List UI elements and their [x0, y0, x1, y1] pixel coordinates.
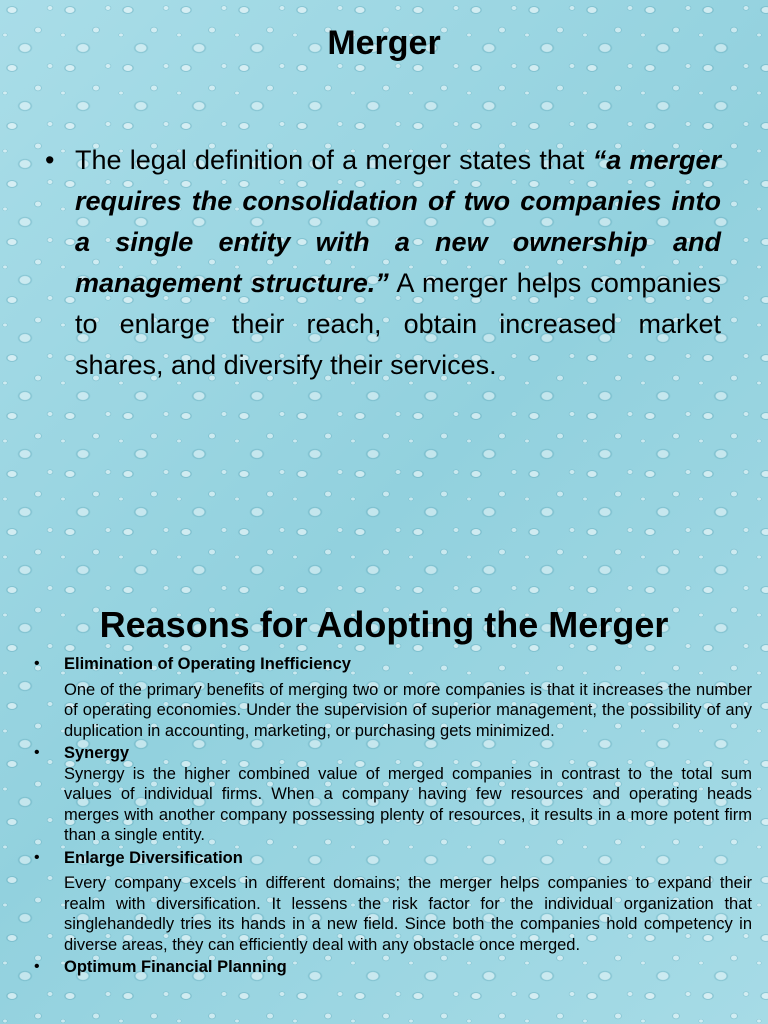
- definition-intro-text: The legal definition of a merger states that: [75, 145, 593, 175]
- reason-heading: Synergy: [64, 744, 130, 762]
- definition-rest-text: A merger helps companies to enlarge their reach, obtain increased market shares, and diversify their services.: [75, 268, 721, 380]
- section-title-reasons: Reasons for Adopting the Merger: [99, 604, 669, 645]
- bullet-marker: •: [34, 744, 40, 761]
- reasons-list: [34, 654, 752, 980]
- list-item: [34, 957, 752, 978]
- reason-heading: Enlarge Diversification: [64, 848, 243, 867]
- reason-body: One of the primary benefits of merging two or more companies is that it increases the number of operating economies. Under the supervision of superior management, the possibility of any duplication in accounting, marketing, or purchasing gets minimized.: [64, 680, 752, 740]
- definition-quote-text: “a merger requires the consolidation of two companies into a single entity with a new ownership and management structure.”: [75, 145, 721, 298]
- bullet-marker: •: [34, 848, 40, 866]
- reason-body: Every company excels in different domains; the merger helps companies to expand their realm with diversification. It lessens the risk factor for the individual organization that singlehandedly tries its hands in a new field. Since both the companies hold competency in diverse areas, they can efficiently deal with any obstacle once merged.: [64, 874, 752, 954]
- merger-definition-paragraph: [45, 140, 721, 386]
- bullet-marker: •: [34, 655, 40, 672]
- reason-body: Synergy is the higher combined value of merged companies in contrast to the total sum values of individual firms. When a company having few resources and operating heads merges with another company possessing plenty of resources, it results in a more potent firm than a single entity.: [64, 764, 752, 844]
- list-item: [34, 848, 752, 956]
- reason-heading: Optimum Financial Planning: [64, 958, 287, 976]
- list-item: [34, 654, 752, 741]
- bullet-marker: •: [34, 958, 40, 975]
- bullet-marker: •: [45, 145, 55, 175]
- reason-heading: Elimination of Operating Inefficiency: [64, 655, 351, 673]
- slide-title-merger: Merger: [327, 24, 441, 62]
- list-item: [34, 743, 752, 846]
